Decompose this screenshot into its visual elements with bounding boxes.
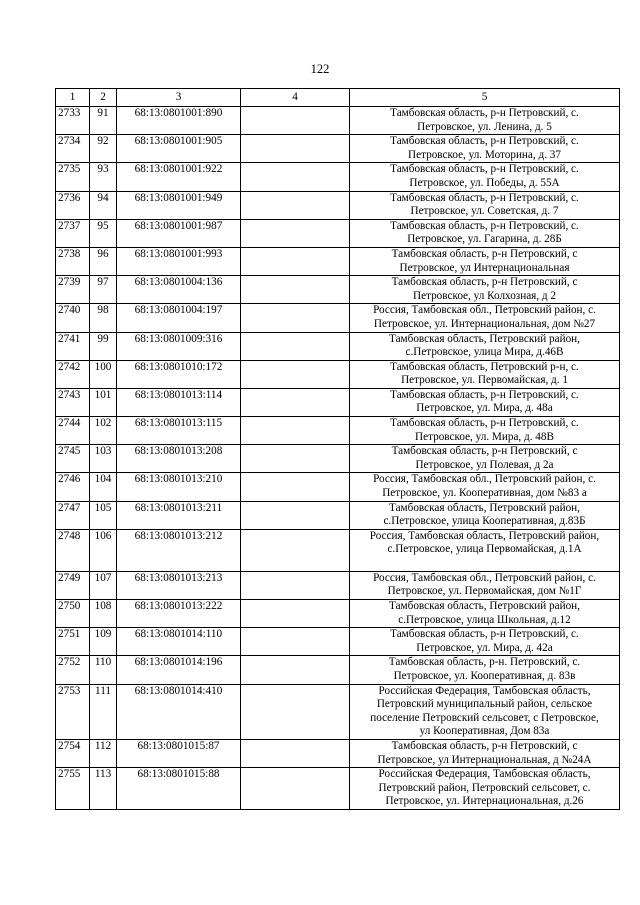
row-number: 2734 [56,135,90,163]
address-line: Российская Федерация, Тамбовская область, [378,684,591,697]
cadastral-number: 68:13:0801001:922 [117,163,241,191]
column-4-cell [241,107,350,135]
row-number: 2754 [56,739,90,767]
row-index: 101 [90,388,117,416]
row-index: 107 [90,571,117,599]
address-line: Тамбовская область, р-н Петровский, с. [390,219,579,232]
address-cell [350,600,620,628]
cadastral-number: 68:13:0801013:115 [117,417,241,445]
row-index: 104 [90,473,117,501]
cadastral-number: 68:13:0801001:905 [117,135,241,163]
address-cell [350,473,620,501]
row-number: 2753 [56,684,90,739]
column-header-4: 4 [241,89,350,107]
address-line: Петровское, ул Интернациональная, д №24А [377,753,592,766]
column-4-cell [241,501,350,529]
address-line: Тамбовская область, р-н. Петровский, с. [388,656,581,669]
registry-table [55,88,620,810]
column-4-cell [241,571,350,599]
address-line: Петровское, ул. Мира, д. 48а [416,402,553,415]
address-line: Российская Федерация, Тамбовская область, [378,768,591,781]
address-cell [350,107,620,135]
table-row [56,219,620,247]
table-header-row [56,89,620,107]
row-number: 2742 [56,360,90,388]
cadastral-number: 68:13:0801013:213 [117,571,241,599]
column-4-cell [241,473,350,501]
column-header-3: 3 [117,89,241,107]
table-row [56,529,620,571]
address-line: Петровское, ул. Первомайская, дом №1Г [387,585,582,598]
row-number: 2745 [56,445,90,473]
address-line: Петровское, ул. Кооперативная, дом №83 а [382,487,587,500]
row-index: 106 [90,529,117,571]
row-index: 105 [90,501,117,529]
row-number: 2751 [56,628,90,656]
row-index: 96 [90,247,117,275]
address-line: Россия, Тамбовская обл., Петровский район, с. [373,473,596,486]
row-number: 2744 [56,417,90,445]
table-row [56,163,620,191]
table-row [56,445,620,473]
row-number: 2741 [56,332,90,360]
address-cell [350,219,620,247]
address-line: Петровское, ул. Мира, д. 42а [416,641,553,654]
row-index: 111 [90,684,117,739]
address-line: Петровское, ул Интернациональная [399,261,570,274]
table-row [56,768,620,810]
address-cell [350,445,620,473]
address-line: Петровское, ул. Моторина, д. 37 [408,148,561,161]
row-index: 100 [90,360,117,388]
address-cell [350,628,620,656]
row-number: 2746 [56,473,90,501]
row-index: 103 [90,445,117,473]
cadastral-number: 68:13:0801009:316 [117,332,241,360]
address-line: Россия, Тамбовская область, Петровский район, [369,529,600,542]
table-row [56,247,620,275]
address-cell [350,739,620,767]
table-row [56,628,620,656]
cadastral-number: 68:13:0801001:987 [117,219,241,247]
column-4-cell [241,600,350,628]
column-4-cell [241,163,350,191]
table-row [56,656,620,684]
address-cell [350,417,620,445]
column-header-2: 2 [90,89,117,107]
address-cell [350,360,620,388]
cadastral-number: 68:13:0801004:197 [117,304,241,332]
address-cell [350,304,620,332]
address-line: Петровское, ул. Мира, д. 48В [415,430,554,443]
address-line: Петровское, ул. Ленина, д. 5 [417,120,552,133]
address-line: Петровское, ул. Первомайская, д. 1 [401,374,568,387]
address-line: поселение Петровский сельсовет, с Петровское, [370,711,599,724]
table-row [56,304,620,332]
column-4-cell [241,304,350,332]
column-4-cell [241,684,350,739]
address-line: Тамбовская область, Петровский р-н, с. [390,360,579,373]
column-4-cell [241,768,350,810]
cadastral-number: 68:13:0801013:208 [117,445,241,473]
row-number: 2748 [56,529,90,571]
table-row [56,473,620,501]
address-line: Петровский район, Петровский сельсовет, с. [378,781,591,794]
row-index: 113 [90,768,117,810]
cadastral-number: 68:13:0801001:949 [117,191,241,219]
row-index: 98 [90,304,117,332]
cadastral-number: 68:13:0801013:212 [117,529,241,571]
row-index: 108 [90,600,117,628]
address-cell [350,191,620,219]
row-index: 94 [90,191,117,219]
row-number: 2736 [56,191,90,219]
address-cell [350,388,620,416]
table-row [56,191,620,219]
address-line: Россия, Тамбовская обл., Петровский район, с. [373,304,596,317]
row-index: 97 [90,276,117,304]
cadastral-number: 68:13:0801013:211 [117,501,241,529]
table-row [56,107,620,135]
address-line: Петровское, ул. Интернациональная, д.26 [385,795,584,808]
table-row [56,571,620,599]
cadastral-number: 68:13:0801014:196 [117,656,241,684]
column-4-cell [241,529,350,571]
column-4-cell [241,656,350,684]
address-cell [350,571,620,599]
row-number: 2750 [56,600,90,628]
column-header-1: 1 [56,89,90,107]
column-4-cell [241,332,350,360]
table-row [56,417,620,445]
cadastral-number: 68:13:0801004:136 [117,276,241,304]
row-number: 2749 [56,571,90,599]
page-number: 122 [310,62,330,76]
address-line: Тамбовская область, р-н Петровский, с. [390,191,579,204]
address-line: Петровское, ул. Победы, д. 55А [409,176,560,189]
address-line: Петровское, ул. Советская, д. 7 [410,205,559,218]
row-number: 2735 [56,163,90,191]
table-row [56,739,620,767]
row-number: 2739 [56,276,90,304]
address-line: Тамбовская область, р-н Петровский, с. [390,417,579,430]
table-row [56,135,620,163]
table-row [56,684,620,739]
table-row [56,388,620,416]
row-number: 2755 [56,768,90,810]
address-cell [350,247,620,275]
address-cell [350,684,620,739]
row-index: 102 [90,417,117,445]
address-line: Тамбовская область, р-н Петровский, с [391,739,578,752]
table-row [56,600,620,628]
address-cell [350,529,620,571]
address-line: Тамбовская область, р-н Петровский, с [391,276,578,289]
address-line: с.Петровское, улица Кооперативная, д.83Б [383,515,586,528]
column-4-cell [241,739,350,767]
row-number: 2747 [56,501,90,529]
column-4-cell [241,417,350,445]
row-number: 2733 [56,107,90,135]
column-header-5: 5 [350,89,620,107]
row-number: 2740 [56,304,90,332]
address-line: Петровское, ул. Гагарина, д. 28Б [407,233,562,246]
address-cell [350,276,620,304]
address-line: Тамбовская область, р-н Петровский, с. [390,135,579,148]
column-4-cell [241,445,350,473]
address-line: Петровское, ул Колхозная, д 2 [413,289,556,302]
address-line: Петровский муниципальный район, сельское [376,698,593,711]
table-row [56,501,620,529]
address-cell [350,501,620,529]
address-line: Тамбовская область, Петровский район, [389,501,580,514]
cadastral-number: 68:13:0801013:114 [117,388,241,416]
row-number: 2743 [56,388,90,416]
cadastral-number: 68:13:0801013:222 [117,600,241,628]
address-line: с.Петровское, улица Мира, д.46В [405,346,564,359]
row-index: 95 [90,219,117,247]
row-index: 93 [90,163,117,191]
address-cell [350,163,620,191]
address-line: Тамбовская область, Петровский район, [389,600,580,612]
cadastral-number: 68:13:0801014:410 [117,684,241,739]
column-4-cell [241,388,350,416]
row-index: 92 [90,135,117,163]
address-line: Петровское, ул. Кооперативная, д. 83в [393,669,576,682]
row-number: 2737 [56,219,90,247]
cadastral-number: 68:13:0801001:890 [117,107,241,135]
column-4-cell [241,276,350,304]
address-cell [350,768,620,810]
cadastral-number: 68:13:0801015:88 [117,768,241,810]
column-4-cell [241,360,350,388]
row-number: 2738 [56,247,90,275]
table-row [56,332,620,360]
table-row [56,276,620,304]
address-cell [350,656,620,684]
row-index: 110 [90,656,117,684]
address-line: Россия, Тамбовская обл., Петровский район, с. [373,571,596,584]
address-line: Петровское, ул. Интернациональная, дом №27 [373,317,596,330]
table-row [56,360,620,388]
address-line: Тамбовская область, р-н Петровский, с. [390,163,579,176]
address-line: Тамбовская область, р-н Петровский, с [391,247,578,260]
address-line: Петровское, ул Полевая, д 2а [415,458,554,471]
address-line: ул Кооперативная, Дом 83а [419,725,550,738]
row-index: 112 [90,739,117,767]
address-cell [350,332,620,360]
column-4-cell [241,247,350,275]
cadastral-number: 68:13:0801014:110 [117,628,241,656]
row-number: 2752 [56,656,90,684]
row-index: 109 [90,628,117,656]
address-line: Тамбовская область, р-н Петровский, с. [390,628,579,641]
column-4-cell [241,219,350,247]
row-index: 91 [90,107,117,135]
column-4-cell [241,135,350,163]
address-line: Тамбовская область, р-н Петровский, с [391,445,578,458]
address-line: Тамбовская область, Петровский район, [389,332,580,345]
address-line: Тамбовская область, р-н Петровский, с. [390,107,579,119]
cadastral-number: 68:13:0801010:172 [117,360,241,388]
cadastral-number: 68:13:0801015:87 [117,739,241,767]
address-cell [350,135,620,163]
address-line: Тамбовская область, р-н Петровский, с. [390,388,579,401]
cadastral-number: 68:13:0801013:210 [117,473,241,501]
column-4-cell [241,191,350,219]
row-index: 99 [90,332,117,360]
address-line: с.Петровское, улица Школьная, д.12 [398,613,571,626]
address-line: с.Петровское, улица Первомайская, д.1А [387,543,582,556]
table-body [56,107,620,810]
column-4-cell [241,628,350,656]
cadastral-number: 68:13:0801001:993 [117,247,241,275]
